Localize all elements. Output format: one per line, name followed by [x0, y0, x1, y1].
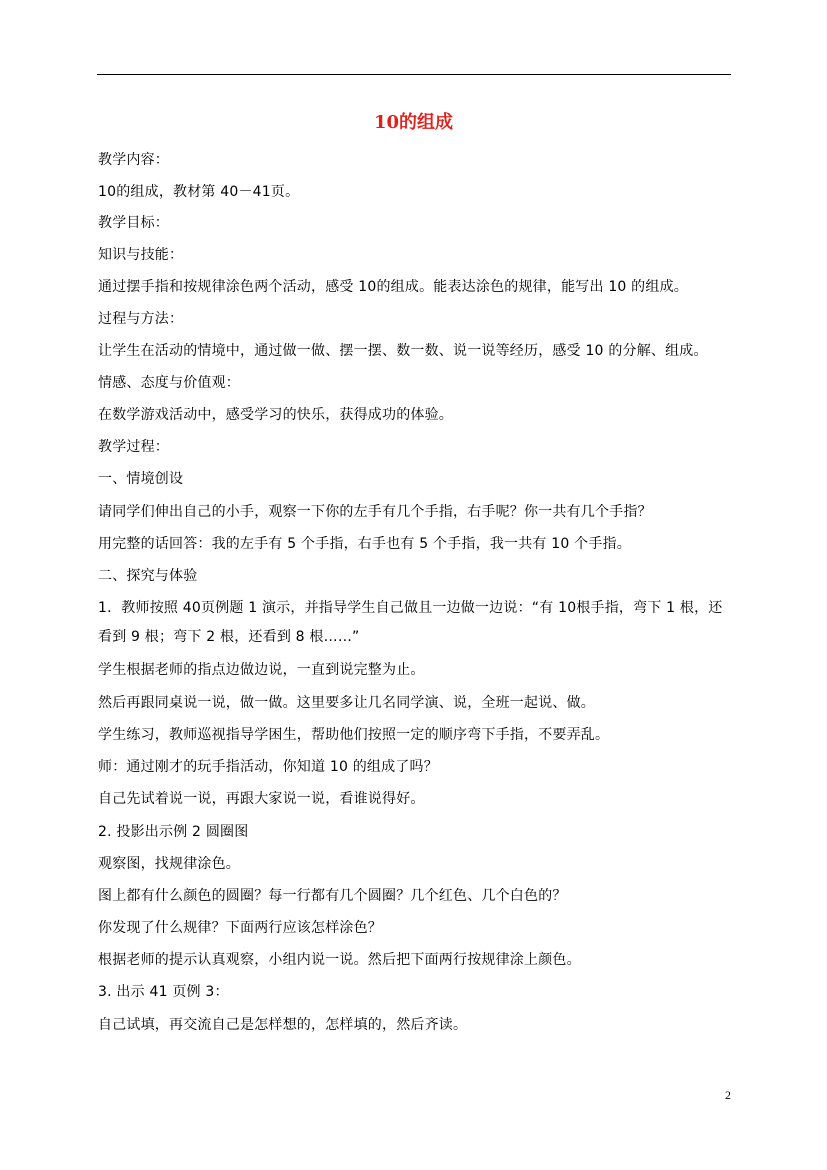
paragraph-line: 10的组成，教材第 40－41页。: [98, 184, 300, 200]
paragraph-line: 二、探究与体验: [98, 568, 198, 584]
paragraph-line: 在数学游戏活动中，感受学习的快乐，获得成功的体验。: [98, 407, 453, 423]
paragraph-line: 一、情境创设: [98, 471, 184, 487]
paragraph-line: 看到 9 根；弯下 2 根，还看到 8 根……”: [98, 629, 360, 645]
page-number: 2: [725, 1088, 731, 1102]
paragraph-line: 自己先试着说一说，再跟大家说一说，看谁说得好。: [98, 791, 425, 807]
paragraph-line: 教学目标：: [98, 215, 169, 231]
paragraph-line: 2. 投影出示例 2 圆圈图: [98, 824, 249, 840]
paragraph-line: 知识与技能：: [98, 247, 184, 263]
paragraph-line: 图上都有什么颜色的圆圈？每一行都有几个圆圈？几个红色、几个白色的？: [98, 888, 567, 904]
paragraph-line: 请同学们伸出自己的小手，观察一下你的左手有几个手指，右手呢？你一共有几个手指？: [98, 504, 652, 520]
paragraph-line: 过程与方法：: [98, 311, 184, 327]
paragraph-line: 学生练习，教师巡视指导学困生，帮助他们按照一定的顺序弯下手指，不要弄乱。: [98, 727, 610, 743]
paragraph-line: 用完整的话回答：我的左手有 5 个手指，右手也有 5 个手指，我一共有 10 个手指。: [98, 536, 631, 552]
paragraph-line: 然后再跟同桌说一说，做一做。这里要多让几名同学演、说，全班一起说、做。: [98, 695, 595, 711]
paragraph-line: 观察图，找规律涂色。: [98, 856, 240, 872]
paragraph-line: 情感、态度与价值观：: [98, 375, 240, 391]
paragraph-line: 1．教师按照 40页例题 1 演示，并指导学生自己做且一边做一边说：“有 10根手指，弯下 1 根，还: [98, 600, 723, 616]
paragraph-line: 让学生在活动的情境中，通过做一做、摆一摆、数一数、说一说等经历，感受 10 的分解、组成。: [98, 343, 708, 359]
header-rule: [97, 74, 731, 75]
paragraph-line: 教学过程：: [98, 439, 169, 455]
document-body: [98, 148, 732, 1035]
paragraph-line: 3. 出示 41 页例 3：: [98, 984, 229, 1000]
paragraph-line: 通过摆手指和按规律涂色两个活动，感受 10的组成。能表达涂色的规律，能写出 10 的组成。: [98, 279, 688, 295]
paragraph-line: 教学内容：: [98, 152, 169, 168]
paragraph-line: 你发现了什么规律？下面两行应该怎样涂色？: [98, 920, 382, 936]
paragraph-line: 自己试填，再交流自己是怎样想的，怎样填的，然后齐读。: [98, 1017, 468, 1033]
paragraph-line: 师：通过刚才的玩手指活动，你知道 10 的组成了吗？: [98, 759, 438, 775]
paragraph-line: 学生根据老师的指点边做边说，一直到说完整为止。: [98, 662, 425, 678]
paragraph-line: 根据老师的提示认真观察，小组内说一说。然后把下面两行按规律涂上颜色。: [98, 952, 581, 968]
document-title: 10的组成: [373, 112, 454, 133]
